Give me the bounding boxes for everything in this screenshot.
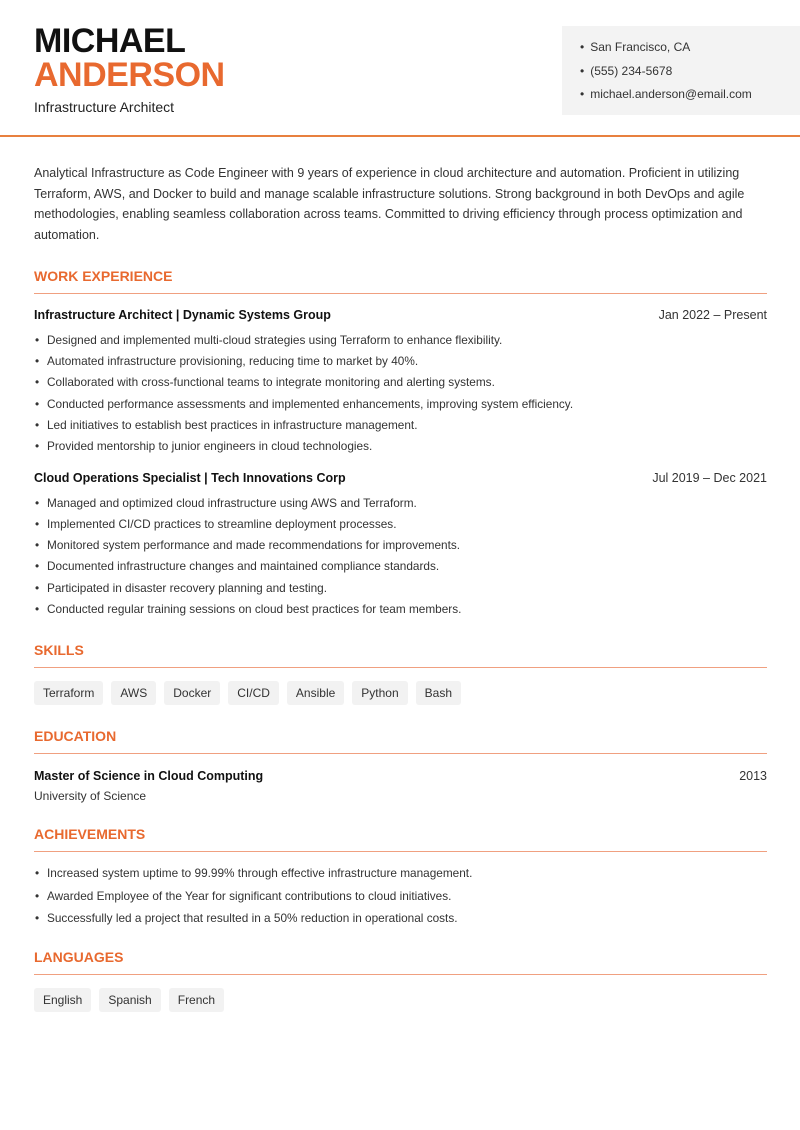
skill-tag: Terraform bbox=[34, 681, 103, 705]
job-bullets bbox=[34, 330, 767, 458]
contact-location: • San Francisco, CA bbox=[580, 36, 800, 60]
job-header bbox=[34, 308, 767, 322]
bullet-item: • Designed and implemented multi-cloud strategies using Terraform to enhance flexibility. bbox=[34, 330, 767, 351]
skill-tag: Bash bbox=[416, 681, 461, 705]
bullet-item: • Provided mentorship to junior engineers in cloud technologies. bbox=[34, 436, 767, 457]
skill-tag: AWS bbox=[111, 681, 156, 705]
job-role: Infrastructure Architect | Dynamic Systems Group bbox=[34, 307, 331, 322]
contact-box bbox=[562, 26, 800, 115]
last-name: ANDERSON bbox=[34, 56, 225, 94]
section-heading-education: EDUCATION bbox=[34, 728, 767, 754]
skill-tag: Docker bbox=[164, 681, 220, 705]
graduation-year: 2013 bbox=[739, 769, 767, 784]
contact-phone: • (555) 234-5678 bbox=[580, 60, 800, 84]
achievement-item: • Successfully led a project that resulted in a 50% reduction in operational costs. bbox=[34, 907, 767, 930]
bullet-item: • Participated in disaster recovery planning and testing. bbox=[34, 578, 767, 599]
achievements-list bbox=[34, 862, 767, 930]
education-entry bbox=[34, 769, 767, 783]
bullet-item: • Collaborated with cross-functional teams to integrate monitoring and alerting systems. bbox=[34, 372, 767, 393]
skill-tag: CI/CD bbox=[228, 681, 279, 705]
section-heading-work: WORK EXPERIENCE bbox=[34, 268, 767, 294]
bullet-item: • Automated infrastructure provisioning, reducing time to market by 40%. bbox=[34, 351, 767, 372]
job-bullets bbox=[34, 493, 767, 621]
language-tag: Spanish bbox=[99, 988, 160, 1012]
bullet-item: • Managed and optimized cloud infrastructure using AWS and Terraform. bbox=[34, 493, 767, 514]
bullet-item: • Documented infrastructure changes and maintained compliance standards. bbox=[34, 556, 767, 577]
bullet-item: • Conducted regular training sessions on cloud best practices for team members. bbox=[34, 599, 767, 620]
school: University of Science bbox=[34, 789, 147, 804]
section-heading-skills: SKILLS bbox=[34, 642, 767, 668]
achievement-item: • Increased system uptime to 99.99% through effective infrastructure management. bbox=[34, 862, 767, 885]
language-tag: French bbox=[169, 988, 224, 1012]
bullet-item: • Led initiatives to establish best practices in infrastructure management. bbox=[34, 415, 767, 436]
section-heading-achievements: ACHIEVEMENTS bbox=[34, 826, 767, 852]
contact-email: • michael.anderson@email.com bbox=[580, 83, 800, 107]
job-header bbox=[34, 471, 767, 485]
bullet-item: • Monitored system performance and made recommendations for improvements. bbox=[34, 535, 767, 556]
skill-tag: Python bbox=[352, 681, 407, 705]
job-role: Cloud Operations Specialist | Tech Innovations Corp bbox=[34, 470, 346, 485]
degree: Master of Science in Cloud Computing bbox=[34, 769, 264, 784]
job-dates: Jul 2019 – Dec 2021 bbox=[652, 470, 767, 485]
job-title: Infrastructure Architect bbox=[34, 99, 175, 115]
language-tag: English bbox=[34, 988, 91, 1012]
achievement-item: • Awarded Employee of the Year for significant contributions to cloud initiatives. bbox=[34, 885, 767, 908]
first-name: MICHAEL bbox=[34, 22, 186, 60]
section-heading-languages: LANGUAGES bbox=[34, 949, 767, 975]
job-dates: Jan 2022 – Present bbox=[658, 307, 767, 322]
skill-tag: Ansible bbox=[287, 681, 344, 705]
resume-header bbox=[0, 0, 800, 137]
languages-list bbox=[34, 988, 767, 1012]
bullet-item: • Implemented CI/CD practices to streamline deployment processes. bbox=[34, 514, 767, 535]
bullet-item: • Conducted performance assessments and implemented enhancements, improving system efficiency. bbox=[34, 394, 767, 415]
skills-list bbox=[34, 681, 767, 705]
summary: Analytical Infrastructure as Code Engineer with 9 years of experience in cloud architecture and automation. Proficient in utilizing Terraform, AWS, and Docker to build and manage scalable infrastructure solutions. Strong background in both DevOps and agile methodologies, enabling seamless collaboration across teams. Committed to driving efficiency through process optimization and automation. bbox=[34, 166, 745, 243]
